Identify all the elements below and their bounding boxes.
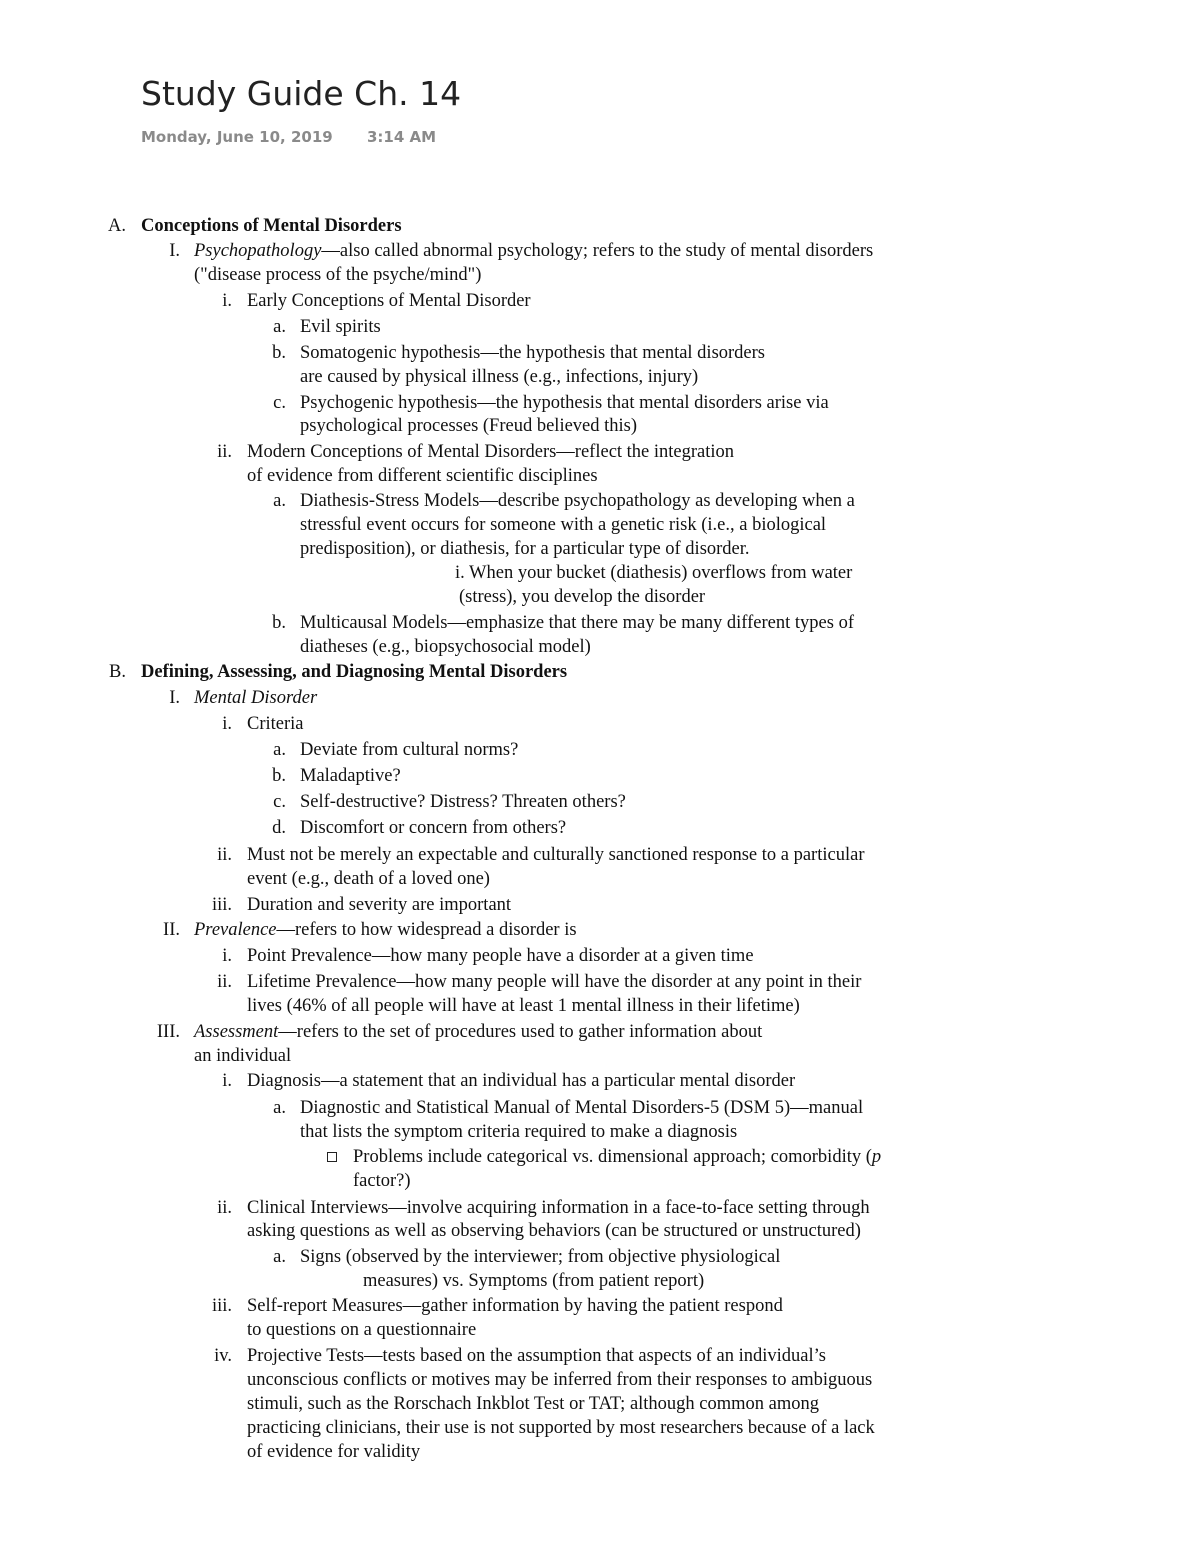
list-item-continuation: stimuli, such as the Rorschach Inkblot Test or TAT; although common among (247, 1394, 820, 1414)
list-marker: II. (163, 920, 180, 940)
list-item: Duration and severity are important (247, 895, 512, 915)
list-marker: ii. (217, 442, 232, 462)
sub-note-continuation: (stress), you develop the disorder (459, 587, 706, 607)
list-item-continuation: ("disease process of the psyche/mind") (194, 265, 482, 285)
square-bullet-icon (327, 1152, 337, 1162)
bullet-italic: p (871, 1147, 882, 1167)
bullet-continuation: factor?) (353, 1171, 411, 1191)
section-heading-a: Conceptions of Mental Disorders (141, 216, 402, 236)
list-item: Diagnosis—a statement that an individual has a particular mental disorder (247, 1071, 796, 1091)
list-marker: b. (272, 613, 286, 633)
list-marker: iii. (211, 895, 232, 915)
list-item-continuation: unconscious conflicts or motives may be inferred from their responses to ambiguous (247, 1370, 873, 1390)
list-item: Evil spirits (300, 317, 381, 337)
list-marker: a. (273, 1247, 286, 1267)
list-marker: c. (273, 792, 286, 812)
list-marker: A. (108, 216, 126, 236)
list-marker: a. (273, 1098, 286, 1118)
list-marker: I. (169, 688, 180, 708)
list-marker: b. (272, 343, 286, 363)
list-marker: iv. (214, 1346, 232, 1366)
list-item: Self-destructive? Distress? Threaten others? (300, 792, 626, 812)
list-item: Multicausal Models—emphasize that there may be many different types of (300, 613, 854, 633)
list-item-continuation: lives (46% of all people will have at least 1 mental illness in their lifetime) (247, 996, 800, 1016)
note-time: 3:14 AM (367, 128, 437, 146)
list-item: Psychogenic hypothesis—the hypothesis that mental disorders arise via (300, 393, 829, 413)
list-item (194, 239, 873, 263)
bullet-text: Problems include categorical vs. dimensional approach; comorbidity ( (353, 1147, 872, 1167)
list-marker: c. (273, 393, 286, 413)
list-marker: ii. (217, 972, 232, 992)
list-item-continuation: asking questions as well as observing behaviors (can be structured or unstructured) (247, 1221, 861, 1241)
list-item: Lifetime Prevalence—how many people will have the disorder at any point in their (247, 972, 862, 992)
list-item (194, 918, 577, 942)
list-item-continuation: of evidence from different scientific disciplines (247, 466, 598, 486)
definition: —also called abnormal psychology; refers to the study of mental disorders (321, 241, 874, 261)
list-item-continuation: measures) vs. Symptoms (from patient report) (363, 1271, 705, 1291)
list-item-continuation: diatheses (e.g., biopsychosocial model) (300, 637, 591, 657)
page-title: Study Guide Ch. 14 (141, 74, 462, 113)
list-marker: a. (273, 740, 286, 760)
list-marker: a. (273, 491, 286, 511)
list-item: Must not be merely an expectable and culturally sanctioned response to a particular (247, 845, 865, 865)
list-item-continuation: of evidence for validity (247, 1442, 421, 1462)
note-date: Monday, June 10, 2019 (141, 128, 333, 146)
list-item-continuation: that lists the symptom criteria required to make a diagnosis (300, 1122, 738, 1142)
term: Mental Disorder (194, 688, 318, 708)
list-item: Discomfort or concern from others? (300, 818, 567, 838)
term: Assessment (194, 1022, 279, 1042)
list-marker: i. (222, 946, 232, 966)
definition: —refers to the set of procedures used to gather information about (278, 1022, 763, 1042)
list-item: Clinical Interviews—involve acquiring information in a face-to-face setting through (247, 1198, 870, 1218)
list-item: Diathesis-Stress Models—describe psychopathology as developing when a (300, 491, 855, 511)
list-item: Somatogenic hypothesis—the hypothesis that mental disorders (300, 343, 766, 363)
list-item (194, 1020, 762, 1044)
list-marker: i. (222, 291, 232, 311)
list-item: Projective Tests—tests based on the assumption that aspects of an individual’s (247, 1346, 826, 1366)
list-marker: i. (222, 714, 232, 734)
list-item-continuation: are caused by physical illness (e.g., infections, injury) (300, 367, 699, 387)
list-item-continuation: predisposition), or diathesis, for a particular type of disorder. (300, 539, 750, 559)
list-item: Diagnostic and Statistical Manual of Mental Disorders-5 (DSM 5)—manual (300, 1098, 864, 1118)
list-item: Point Prevalence—how many people have a disorder at a given time (247, 946, 754, 966)
list-item: Signs (observed by the interviewer; from objective physiological (300, 1247, 781, 1267)
list-marker: a. (273, 317, 286, 337)
definition: —refers to how widespread a disorder is (276, 920, 577, 940)
bullet-item (353, 1145, 881, 1169)
list-marker: i. (222, 1071, 232, 1091)
list-marker: ii. (217, 845, 232, 865)
list-item: Self-report Measures—gather information by having the patient respond (247, 1296, 783, 1316)
list-marker: b. (272, 766, 286, 786)
list-item: Modern Conceptions of Mental Disorders—reflect the integration (247, 442, 735, 462)
list-marker: ii. (217, 1198, 232, 1218)
list-item-continuation: to questions on a questionnaire (247, 1320, 477, 1340)
section-heading-b: Defining, Assessing, and Diagnosing Mental Disorders (141, 662, 568, 682)
list-marker: I. (169, 241, 180, 261)
list-item: Deviate from cultural norms? (300, 740, 519, 760)
list-marker: III. (156, 1022, 180, 1042)
list-item-continuation: practicing clinicians, their use is not supported by most researchers because of a lack (247, 1418, 875, 1438)
term: Psychopathology (194, 241, 322, 261)
list-item-continuation: stressful event occurs for someone with a genetic risk (i.e., a biological (300, 515, 827, 535)
list-item-continuation: psychological processes (Freud believed this) (300, 416, 638, 436)
list-marker: iii. (211, 1296, 232, 1316)
list-item: Criteria (247, 714, 304, 734)
sub-note: i. When your bucket (diathesis) overflows from water (455, 563, 853, 583)
list-marker: B. (109, 662, 126, 682)
list-item: Maladaptive? (300, 766, 401, 786)
list-marker: d. (272, 818, 286, 838)
list-item-continuation: an individual (194, 1046, 292, 1066)
list-item-continuation: event (e.g., death of a loved one) (247, 869, 490, 889)
list-item: Early Conceptions of Mental Disorder (247, 291, 531, 311)
term: Prevalence (194, 920, 277, 940)
